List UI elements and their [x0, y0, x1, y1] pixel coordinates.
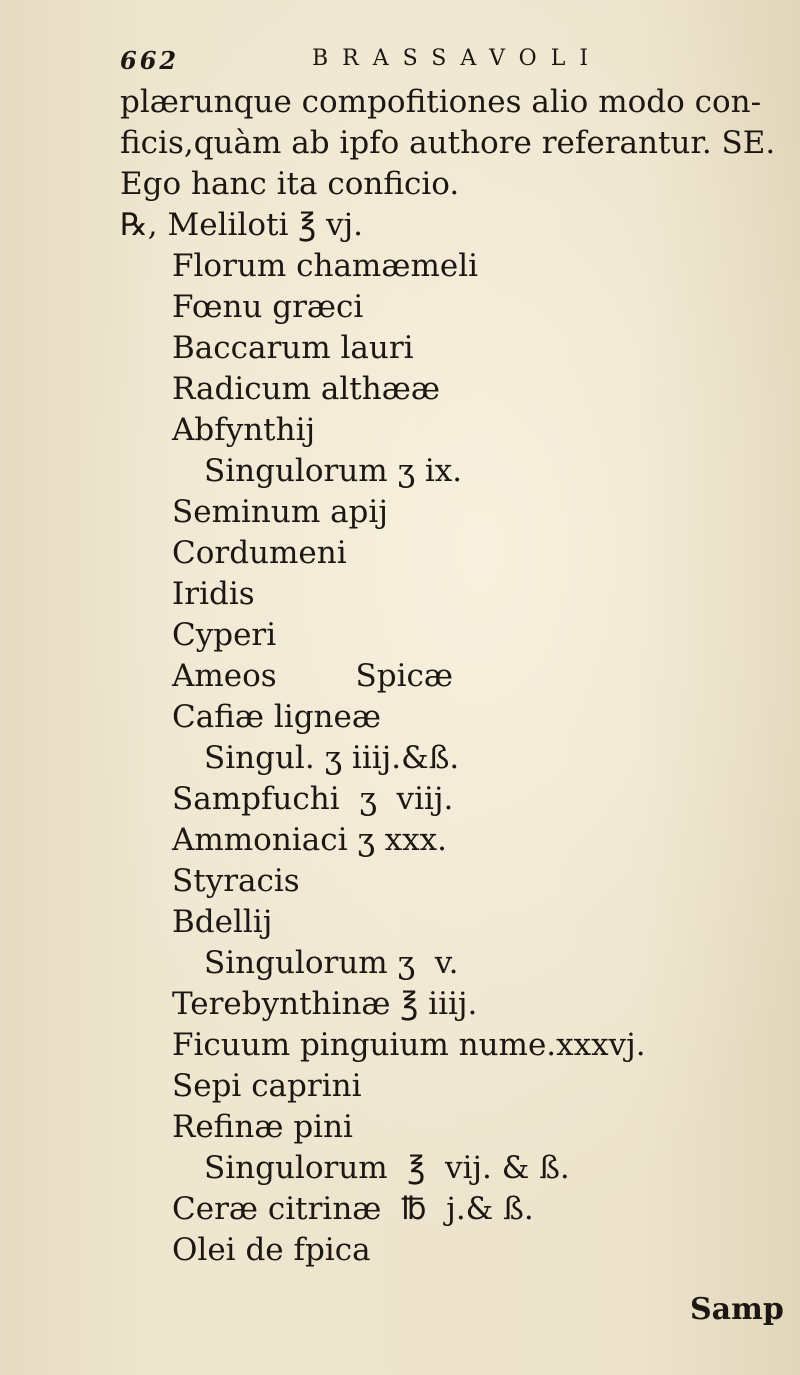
text-line: Abfynthij — [172, 412, 316, 448]
text-line: Singulorum ʒ ix. — [204, 453, 463, 489]
text-line: Iridis — [172, 576, 255, 612]
running-head — [120, 46, 740, 80]
text-line: plærunque compofitiones alio modo con- — [120, 84, 762, 120]
text-line: Ceræ citrinæ ℔ j.& ß. — [172, 1191, 534, 1227]
text-line: ficis,quàm ab ipfo authore referantur. SE. — [120, 125, 776, 161]
text-line: Sepi caprini — [172, 1068, 362, 1104]
catchword: Samp — [690, 1292, 784, 1327]
running-title: BRASSAVOLI — [312, 46, 603, 71]
text-line: Cafiæ ligneæ — [172, 699, 381, 735]
text-line: Sampfuchi ʒ viij. — [172, 781, 454, 817]
text-line: Terebynthinæ ℥ iiij. — [172, 986, 478, 1022]
text-line: Ammoniaci ʒ xxx. — [172, 822, 447, 858]
text-line: Singul. ʒ iiij.&ß. — [204, 740, 460, 776]
text-line: Styracis — [172, 863, 300, 899]
text-line: Ameos Spicæ — [172, 658, 454, 694]
text-line: Florum chamæmeli — [172, 248, 479, 284]
text-line: Cyperi — [172, 617, 277, 653]
text-line: ℞, Meliloti ℥ vj. — [120, 207, 363, 243]
text-line: Ego hanc ita conficio. — [120, 166, 460, 202]
text-line: Olei de fpica — [172, 1232, 371, 1268]
text-line: Refinæ pini — [172, 1109, 353, 1145]
recipe-text-block — [120, 82, 776, 1271]
text-line: Singulorum ℥ vij. & ß. — [204, 1150, 570, 1186]
text-line: Seminum apij — [172, 494, 388, 530]
text-line: Baccarum lauri — [172, 330, 414, 366]
text-line: Singulorum ʒ v. — [204, 945, 459, 981]
text-line: Cordumeni — [172, 535, 347, 571]
text-line: Bdellij — [172, 904, 273, 940]
page-number: 662 — [120, 46, 180, 75]
text-line: Ficuum pinguium nume.xxxvj. — [172, 1027, 646, 1063]
text-line: Fœnu græci — [172, 289, 364, 325]
text-line: Radicum althææ — [172, 371, 440, 407]
